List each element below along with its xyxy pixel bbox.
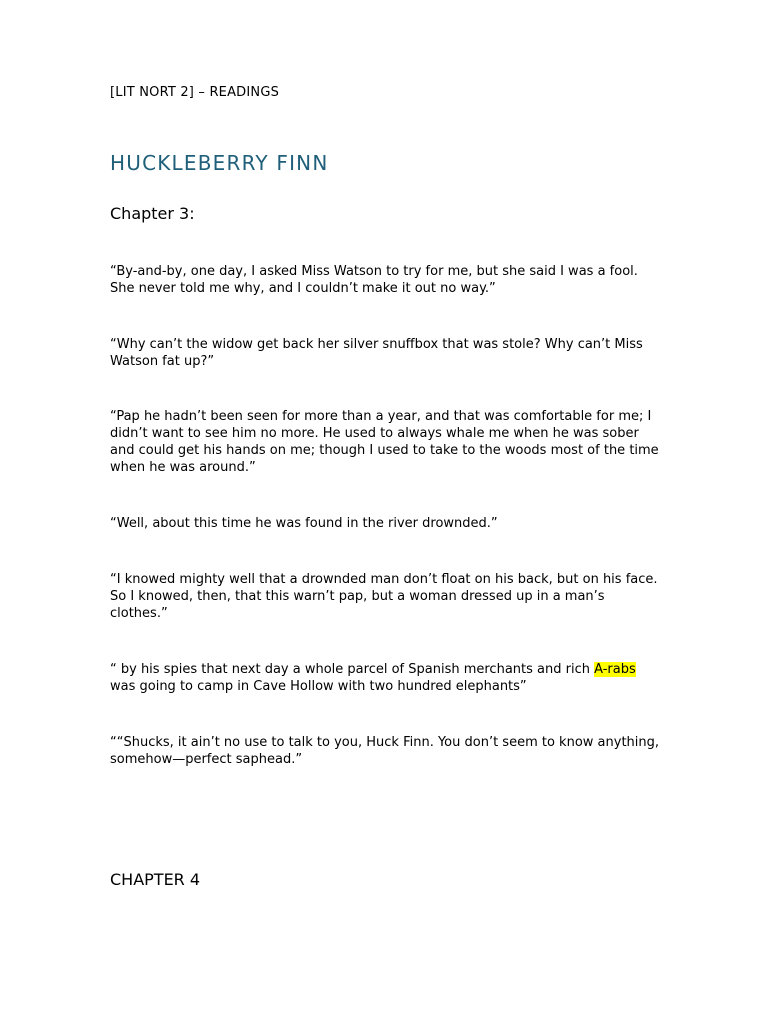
quote-paragraph-with-highlight [110,661,662,695]
quote-paragraph: ““Shucks, it ain’t no use to talk to you, Huck Finn. You don’t seem to know anything, somehow—perfect saphead.” [110,735,660,767]
quote-paragraph: “Pap he hadn’t been seen for more than a year, and that was comfortable for me; I didn’t want to see him no more. He used to always whale me when he was sober and could get his hands on me; though I used to take to the woods most of the time when he was around.” [110,409,659,475]
quote-text-after: was going to camp in Cave Hollow with two hundred elephants” [110,679,527,694]
document-title: HUCKLEBERRY FINN [110,151,329,175]
highlighted-text: A-rabs [594,662,636,677]
page-header: [LIT NORT 2] – READINGS [110,85,280,100]
document-page [110,0,660,1024]
quote-paragraph: “By-and-by, one day, I asked Miss Watson to try for me, but she said I was a fool. She never told me why, and I couldn’t make it out no way.” [110,264,638,296]
quote-paragraph: “Well, about this time he was found in the river drownded.” [110,516,498,531]
quote-paragraph: “Why can’t the widow get back her silver snuffbox that was stole? Why can’t Miss Watson fat up?” [110,337,643,369]
chapter-3-heading: Chapter 3: [110,204,195,223]
quote-text-before: “ by his spies that next day a whole parcel of Spanish merchants and rich [110,662,595,677]
chapter-4-heading: CHAPTER 4 [110,870,201,889]
quote-paragraph: “I knowed mighty well that a drownded man don’t float on his back, but on his face. So I knowed, then, that this warn’t pap, but a woman dressed up in a man’s clothes.” [110,572,658,621]
